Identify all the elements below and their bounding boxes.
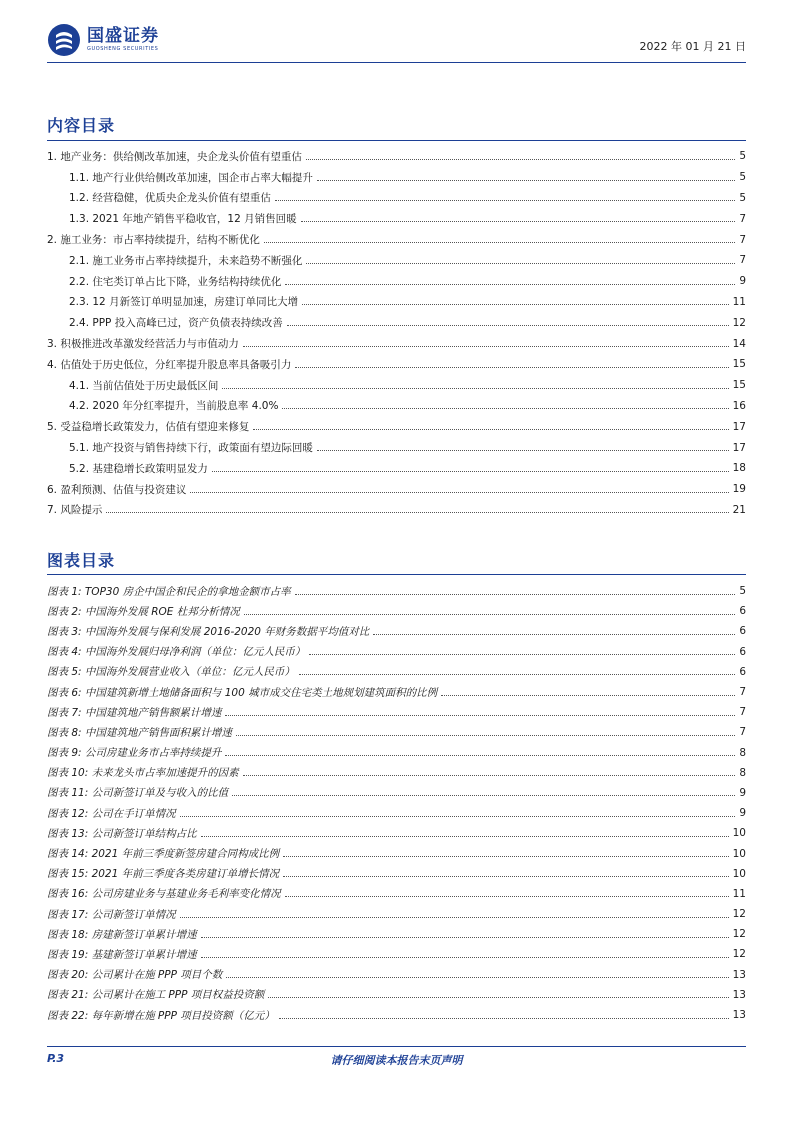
entry-label: 1.2. 经营稳健，优质央企龙头价值有望重估: [69, 192, 271, 205]
dot-leader: [201, 836, 729, 837]
entry-label: 图表 6: 中国建筑新增土地储备面积与 100 城市成交住宅类土地规划建筑面积的比例: [47, 686, 438, 699]
entry-label: 2.1. 施工业务市占率持续提升，未来趋势不断强化: [69, 254, 303, 267]
entry-label: 4.2. 2020 年分红率提升，当前股息率 4.0%: [69, 400, 279, 413]
entry-label: 2.4. PPP 投入高峰已过，资产负债表持续改善: [69, 317, 283, 330]
entry-page-number: 5: [739, 585, 746, 598]
entry-label: 图表 18: 房建新签订单累计增速: [47, 928, 197, 941]
entry-page-number: 11: [732, 295, 746, 308]
dot-leader: [279, 1018, 729, 1019]
toc-entry[interactable]: [47, 167, 746, 188]
figure-entry[interactable]: [47, 662, 746, 682]
entry-page-number: 8: [739, 766, 746, 779]
entry-label: 图表 16: 公司房建业务与基建业务毛利率变化情况: [47, 888, 281, 901]
entry-label: 图表 7: 中国建筑地产销售额累计增速: [47, 706, 222, 719]
entry-page-number: 12: [732, 908, 746, 921]
footer-divider: [47, 1046, 746, 1047]
toc-entry[interactable]: [47, 146, 746, 167]
figure-entry[interactable]: [47, 682, 746, 702]
dot-leader: [295, 367, 728, 368]
entry-label: 图表 3: 中国海外发展与保利发展 2016-2020 年财务数据平均值对比: [47, 625, 370, 638]
entry-label: 图表 4: 中国海外发展归母净利润（单位：亿元人民币）: [47, 646, 306, 659]
entry-page-number: 11: [732, 887, 746, 900]
dot-leader: [373, 634, 735, 635]
toc-entry[interactable]: [47, 437, 746, 458]
figure-entry[interactable]: [47, 722, 746, 742]
entry-page-number: 7: [739, 254, 746, 267]
company-logo: [47, 22, 159, 58]
entry-page-number: 7: [739, 212, 746, 225]
entry-page-number: 10: [732, 827, 746, 840]
entry-label: 图表 5: 中国海外发展营业收入（单位：亿元人民币）: [47, 666, 295, 679]
toc-entry[interactable]: [47, 229, 746, 250]
logo-chinese-name: 国盛证券: [87, 26, 159, 46]
entry-label: 2.2. 住宅类订单占比下降，业务结构持续优化: [69, 275, 282, 288]
toc-title-divider: [47, 140, 746, 141]
page-header: [47, 22, 746, 58]
dot-leader: [243, 775, 736, 776]
figure-entry[interactable]: [47, 904, 746, 924]
guosheng-logo-icon: [47, 23, 81, 57]
logo-english-name: GUOSHENG SECURITIES: [87, 46, 159, 52]
dot-leader: [299, 674, 735, 675]
dot-leader: [317, 180, 735, 181]
figure-entry[interactable]: [47, 642, 746, 662]
entry-page-number: 18: [732, 462, 746, 475]
toc-entry[interactable]: [47, 271, 746, 292]
entry-label: 图表 8: 中国建筑地产销售面积累计增速: [47, 726, 232, 739]
toc-entry[interactable]: [47, 479, 746, 500]
toc-list: [47, 146, 746, 520]
toc-entry[interactable]: [47, 208, 746, 229]
dot-leader: [309, 654, 735, 655]
figure-entry[interactable]: [47, 965, 746, 985]
figure-entry[interactable]: [47, 864, 746, 884]
entry-page-number: 12: [732, 316, 746, 329]
entry-label: 5.2. 基建稳增长政策明显发力: [69, 462, 208, 475]
dot-leader: [253, 429, 728, 430]
entry-label: 图表 9: 公司房建业务市占率持续提升: [47, 747, 222, 760]
dot-leader: [285, 284, 735, 285]
figure-entry[interactable]: [47, 803, 746, 823]
toc-entry[interactable]: [47, 354, 746, 375]
entry-page-number: 13: [732, 1009, 746, 1022]
figure-entry[interactable]: [47, 621, 746, 641]
dot-leader: [201, 957, 729, 958]
dot-leader: [282, 408, 728, 409]
dot-leader: [275, 200, 735, 201]
figure-entry[interactable]: [47, 985, 746, 1005]
dot-leader: [180, 816, 736, 817]
entry-page-number: 7: [739, 726, 746, 739]
entry-label: 图表 2: 中国海外发展 ROE 杜邦分析情况: [47, 605, 240, 618]
dot-leader: [287, 325, 729, 326]
entry-label: 图表 22: 每年新增在施 PPP 项目投资额（亿元）: [47, 1009, 275, 1022]
entry-page-number: 5: [739, 191, 746, 204]
figure-entry[interactable]: [47, 884, 746, 904]
dot-leader: [244, 614, 736, 615]
entry-page-number: 19: [732, 483, 746, 496]
figure-entry[interactable]: [47, 783, 746, 803]
entry-page-number: 9: [739, 275, 746, 288]
entry-page-number: 6: [739, 625, 746, 638]
entry-page-number: 6: [739, 605, 746, 618]
dot-leader: [243, 346, 729, 347]
entry-page-number: 6: [739, 665, 746, 678]
entry-page-number: 9: [739, 807, 746, 820]
entry-label: 图表 14: 2021 年前三季度新签房建合同构成比例: [47, 848, 280, 861]
entry-label: 图表 12: 公司在手订单情况: [47, 807, 176, 820]
toc-entry[interactable]: [47, 188, 746, 209]
figure-entry[interactable]: [47, 944, 746, 964]
entry-label: 5. 受益稳增长政策发力，估值有望迎来修复: [47, 421, 250, 434]
toc-entry[interactable]: [47, 396, 746, 417]
entry-page-number: 5: [739, 150, 746, 163]
entry-page-number: 7: [739, 706, 746, 719]
entry-page-number: 6: [739, 645, 746, 658]
entry-page-number: 10: [732, 867, 746, 880]
entry-label: 1. 地产业务：供给侧改革加速，央企龙头价值有望重估: [47, 150, 302, 163]
entry-label: 4. 估值处于历史低位，分红率提升股息率具备吸引力: [47, 358, 292, 371]
dot-leader: [264, 242, 735, 243]
entry-label: 图表 10: 未来龙头市占率加速提升的因素: [47, 767, 239, 780]
entry-page-number: 12: [732, 928, 746, 941]
entry-page-number: 10: [732, 847, 746, 860]
figure-entry[interactable]: [47, 702, 746, 722]
entry-page-number: 12: [732, 948, 746, 961]
entry-label: 3. 积极推进改革激发经营活力与市值动力: [47, 338, 239, 351]
dot-leader: [190, 492, 728, 493]
entry-page-number: 16: [732, 399, 746, 412]
entry-label: 图表 15: 2021 年前三季度各类房建订单增长情况: [47, 868, 280, 881]
entry-page-number: 15: [732, 358, 746, 371]
dot-leader: [180, 917, 729, 918]
dot-leader: [295, 594, 736, 595]
toc-title: 内容目录: [47, 116, 116, 135]
toc-entry[interactable]: [47, 250, 746, 271]
entry-label: 图表 1: TOP30 房企中国企和民企的拿地金额市占率: [47, 585, 291, 598]
entry-label: 6. 盈利预测、估值与投资建议: [47, 483, 187, 496]
entry-label: 图表 17: 公司新签订单情况: [47, 908, 176, 921]
dot-leader: [302, 304, 729, 305]
dot-leader: [317, 450, 729, 451]
footer-page-number: P.3: [47, 1052, 65, 1065]
figure-entry[interactable]: [47, 581, 746, 601]
entry-label: 2.3. 12 月新签订单明显加速，房建订单同比大增: [69, 296, 299, 309]
dot-leader: [225, 755, 735, 756]
entry-page-number: 17: [732, 441, 746, 454]
entry-label: 1.1. 地产行业供给侧改革加速，国企市占率大幅提升: [69, 171, 313, 184]
entry-page-number: 7: [739, 686, 746, 699]
dot-leader: [212, 471, 729, 472]
entry-label: 1.3. 2021 年地产销售平稳收官，12 月销售回暖: [69, 213, 297, 226]
entry-page-number: 8: [739, 746, 746, 759]
entry-label: 4.1. 当前估值处于历史最低区间: [69, 379, 219, 392]
toc-entry[interactable]: [47, 333, 746, 354]
entry-page-number: 14: [732, 337, 746, 350]
figure-entry[interactable]: [47, 1005, 746, 1025]
entry-label: 图表 11: 公司新签订单及与收入的比值: [47, 787, 229, 800]
dot-leader: [222, 388, 728, 389]
figure-entry[interactable]: [47, 601, 746, 621]
dot-leader: [236, 735, 735, 736]
header-divider: [47, 62, 746, 63]
toc-entry[interactable]: [47, 312, 746, 333]
entry-label: 图表 20: 公司累计在施 PPP 项目个数: [47, 969, 223, 982]
entry-page-number: 13: [732, 968, 746, 981]
dot-leader: [285, 896, 729, 897]
entry-label: 2. 施工业务：市占率持续提升，结构不断优化: [47, 234, 260, 247]
entry-page-number: 17: [732, 420, 746, 433]
entry-page-number: 13: [732, 988, 746, 1001]
dot-leader: [106, 512, 728, 513]
entry-label: 图表 19: 基建新签订单累计增速: [47, 948, 197, 961]
entry-page-number: 15: [732, 379, 746, 392]
entry-page-number: 21: [732, 503, 746, 516]
figures-list: [47, 581, 746, 1025]
toc-entry[interactable]: [47, 500, 746, 521]
entry-page-number: 5: [739, 171, 746, 184]
toc-entry[interactable]: [47, 292, 746, 313]
entry-label: 图表 13: 公司新签订单结构占比: [47, 827, 197, 840]
entry-label: 5.1. 地产投资与销售持续下行，政策面有望边际回暖: [69, 442, 313, 455]
dot-leader: [306, 263, 735, 264]
dot-leader: [225, 715, 735, 716]
figure-entry[interactable]: [47, 763, 746, 783]
entry-page-number: 7: [739, 233, 746, 246]
entry-label: 7. 风险提示: [47, 504, 103, 517]
figure-entry[interactable]: [47, 823, 746, 843]
toc-entry[interactable]: [47, 416, 746, 437]
dot-leader: [441, 695, 735, 696]
dot-leader: [283, 856, 728, 857]
dot-leader: [201, 937, 729, 938]
dot-leader: [301, 221, 736, 222]
figure-entry[interactable]: [47, 924, 746, 944]
entry-page-number: 9: [739, 786, 746, 799]
figure-entry[interactable]: [47, 743, 746, 763]
dot-leader: [306, 159, 735, 160]
report-date: 2022 年 01 月 21 日: [639, 40, 746, 53]
entry-label: 图表 21: 公司累计在施工 PPP 项目权益投资额: [47, 989, 265, 1002]
figures-title-divider: [47, 574, 746, 575]
dot-leader: [232, 795, 735, 796]
figures-title: 图表目录: [47, 551, 116, 570]
toc-entry[interactable]: [47, 375, 746, 396]
toc-entry[interactable]: [47, 458, 746, 479]
dot-leader: [226, 977, 728, 978]
dot-leader: [283, 876, 728, 877]
footer-disclaimer-note: 请仔细阅读本报告末页声明: [330, 1054, 463, 1067]
dot-leader: [268, 997, 728, 998]
figure-entry[interactable]: [47, 843, 746, 863]
